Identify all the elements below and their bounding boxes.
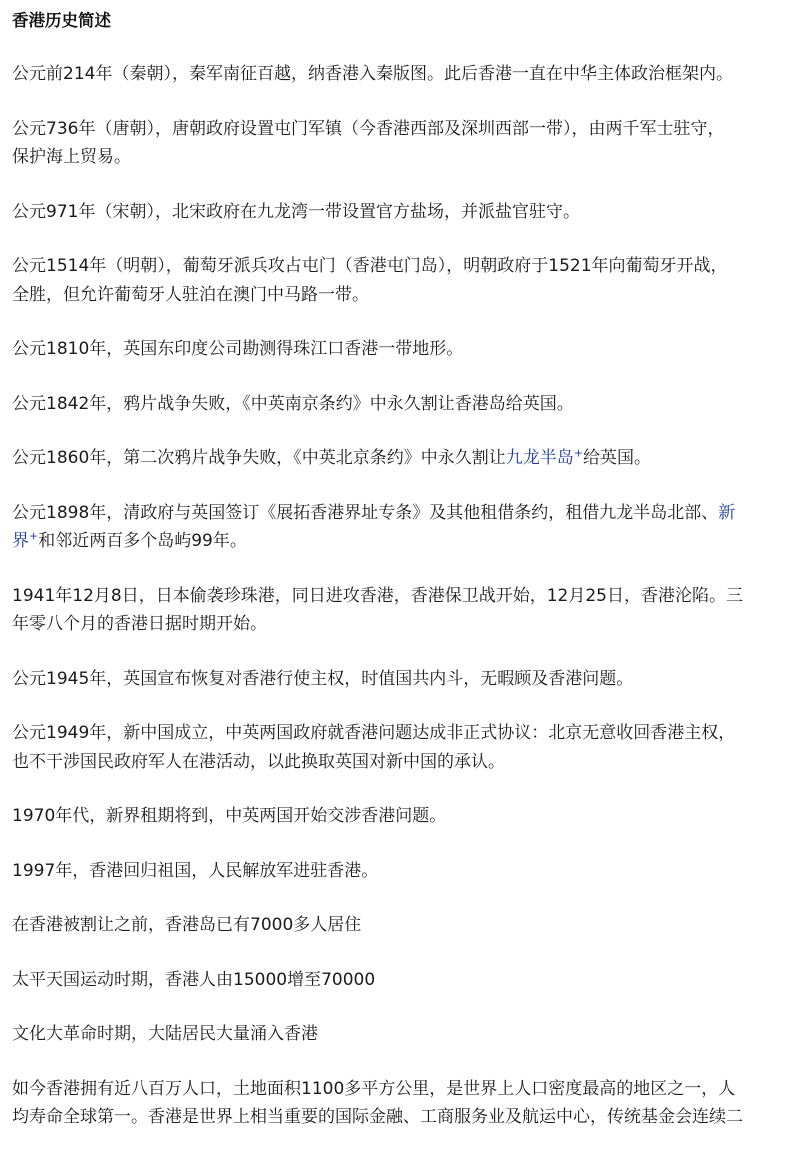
- paragraph-text: 公元971年（宋朝），北宋政府在九龙湾一带设置官方盐场，并派盐官驻守。: [12, 201, 580, 222]
- paragraph-1898: [12, 499, 800, 556]
- paragraph-1997: [12, 857, 800, 886]
- paragraph-1970s: [12, 802, 800, 831]
- paragraph-text: 文化大革命时期，大陆居民大量涌入香港: [12, 1024, 318, 1044]
- paragraph-text: 1970年代，新界租期将到，中英两国开始交涉香港问题。: [12, 806, 447, 826]
- paragraph-cultural-revolution: [12, 1020, 800, 1049]
- paragraph-text: 公元1842年，鸦片战争失败，《中英南京条约》中永久割让香港岛给英国。: [12, 393, 574, 414]
- paragraph-line: 均寿命全球第一。香港是世界上相当重要的国际金融、工商服务业及航运中心，传统基金会连续二: [12, 1107, 743, 1127]
- paragraph-text: 公元1810年，英国东印度公司勘测得珠江口香港一带地形。: [12, 339, 464, 359]
- paragraph-line: 公元1949年，新中国成立，中英两国政府就香港问题达成非正式协议：北京无意收回香港主权，: [12, 723, 736, 743]
- link-new-territories[interactable]: 新: [718, 502, 736, 523]
- paragraph-1842: [12, 390, 800, 419]
- paragraph-1860: [12, 444, 800, 473]
- paragraph-line: 保护海上贸易。: [12, 147, 131, 167]
- link-new-territories-cont[interactable]: 界: [12, 531, 29, 551]
- link-kowloon-peninsula[interactable]: 九龙半岛: [505, 448, 574, 468]
- paragraph-tang: [12, 115, 800, 172]
- paragraph-line: 1941年12月8日，日本偷袭珍珠港，同日进攻香港，香港保卫战开始，12月25日，香港沦陷。三: [12, 585, 743, 606]
- paragraph-line: 年零八个月的香港日据时期开始。: [12, 614, 267, 634]
- link-plus-icon[interactable]: +: [573, 446, 583, 460]
- article-title: 香港历史简述: [12, 11, 111, 30]
- paragraph-text: 太平天国运动时期，香港人由15000增至70000: [12, 969, 376, 990]
- paragraph-text: 公元前214年（秦朝），秦军南征百越，纳香港入秦版图。此后香港一直在中华主体政治框架内。: [12, 64, 733, 84]
- paragraph-line: 公元736年（唐朝），唐朝政府设置屯门军镇（今香港西部及深圳西部一带），由两千军士驻守，: [12, 118, 725, 139]
- paragraph-text: 公元1945年，英国宣布恢复对香港行使主权，时值国共内斗，无暇顾及香港问题。: [12, 668, 634, 689]
- paragraph-1810: [12, 335, 800, 364]
- paragraph-ming: [12, 252, 800, 309]
- paragraph-text: 公元1860年，第二次鸦片战争失败，《中英北京条约》中永久割让: [12, 448, 506, 468]
- paragraph-taiping: [12, 966, 800, 995]
- paragraph-song: [12, 198, 800, 227]
- paragraph-1949: [12, 719, 800, 776]
- paragraph-line: 如今香港拥有近八百万人口，土地面积1100多平方公里，是世界上人口密度最高的地区之一，人: [12, 1078, 736, 1099]
- paragraph-line: [12, 499, 800, 528]
- paragraph-line: 全胜，但允许葡萄牙人驻泊在澳门中马路一带。: [12, 284, 369, 305]
- paragraph-text: 1997年，香港回归祖国，人民解放军进驻香港。: [12, 860, 379, 881]
- paragraph-1945: [12, 665, 800, 694]
- paragraph-line: 公元1514年（明朝），葡萄牙派兵攻占屯门（香港屯门岛），明朝政府于1521年向葡萄牙开战，: [12, 256, 728, 276]
- paragraph-1941: [12, 582, 800, 639]
- paragraph-population-before: [12, 911, 800, 940]
- paragraph-qin: [12, 60, 800, 89]
- paragraph-today: [12, 1075, 800, 1132]
- paragraph-text: 公元1898年，清政府与英国签订《展拓香港界址专条》及其他租借条约，租借九龙半岛北部、: [12, 502, 719, 523]
- paragraph-text: 在香港被割让之前，香港岛已有7000多人居住: [12, 915, 362, 935]
- paragraph-line: 也不干涉国民政府军人在港活动，以此换取英国对新中国的承认。: [12, 751, 505, 772]
- paragraph-line: [12, 527, 800, 556]
- paragraph-line: [12, 444, 800, 473]
- paragraph-text: 给英国。: [582, 448, 651, 468]
- link-plus-icon[interactable]: +: [29, 529, 39, 543]
- paragraph-text: 和邻近两百多个岛屿99年。: [38, 531, 247, 551]
